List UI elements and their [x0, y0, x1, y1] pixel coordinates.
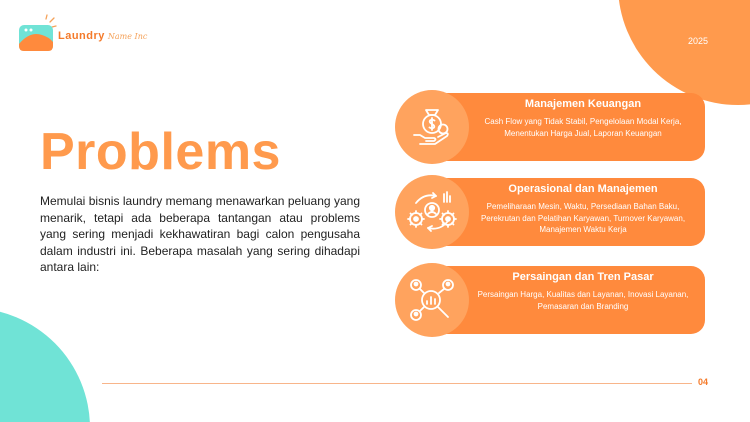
card-description: Pemeliharaan Mesin, Waktu, Persediaan Bahan Baku, Perekrutan dan Pelatihan Karyawan, Turnover Karyawan, Manajemen Waktu Kerja: [480, 202, 686, 234]
orange-circle-decoration: [618, 0, 750, 105]
slide-title: Problems: [40, 123, 281, 181]
logo: [16, 14, 166, 54]
money-hand-icon: [409, 104, 455, 150]
card-icon-circle: [395, 175, 469, 249]
card-title: Operasional dan Manajemen: [508, 183, 658, 195]
card-title: Persaingan dan Tren Pasar: [512, 271, 654, 283]
intro-paragraph: Memulai bisnis laundry memang menawarkan peluang yang menarik, tetapi ada beberapa tantangan atau problems yang sering menjadi kekhawatiran bagi calon pengusaha dalam industri ini. Beberapa masalah yang sering dihadapi antara lain:: [40, 194, 360, 274]
logo-word: Laundry: [58, 30, 105, 42]
card-title: Manajemen Keuangan: [524, 98, 642, 110]
gears-person-icon: [406, 189, 458, 235]
year-label: 2025: [687, 36, 709, 46]
card-description: Persaingan Harga, Kualitas dan Layanan, Inovasi Layanan, Pemasaran dan Branding: [477, 290, 689, 311]
card-operasional-dan-manajemen: [395, 178, 705, 246]
card-description: Cash Flow yang Tidak Stabil, Pengelolaan Modal Kerja, Menentukan Harga Jual, Laporan Keuangan: [484, 117, 682, 138]
page-number: 04: [698, 377, 709, 387]
teal-circle-decoration: [0, 308, 90, 422]
card-icon-circle: [395, 263, 469, 337]
footer-divider: [102, 383, 692, 384]
card-persaingan-dan-tren-pasar: [395, 266, 705, 334]
card-icon-circle: [395, 90, 469, 164]
card-manajemen-keuangan: [395, 93, 705, 161]
washing-machine-logo-icon: [16, 14, 58, 54]
logo-subtitle: Name Inc: [107, 32, 148, 41]
market-analysis-icon: [408, 277, 456, 323]
